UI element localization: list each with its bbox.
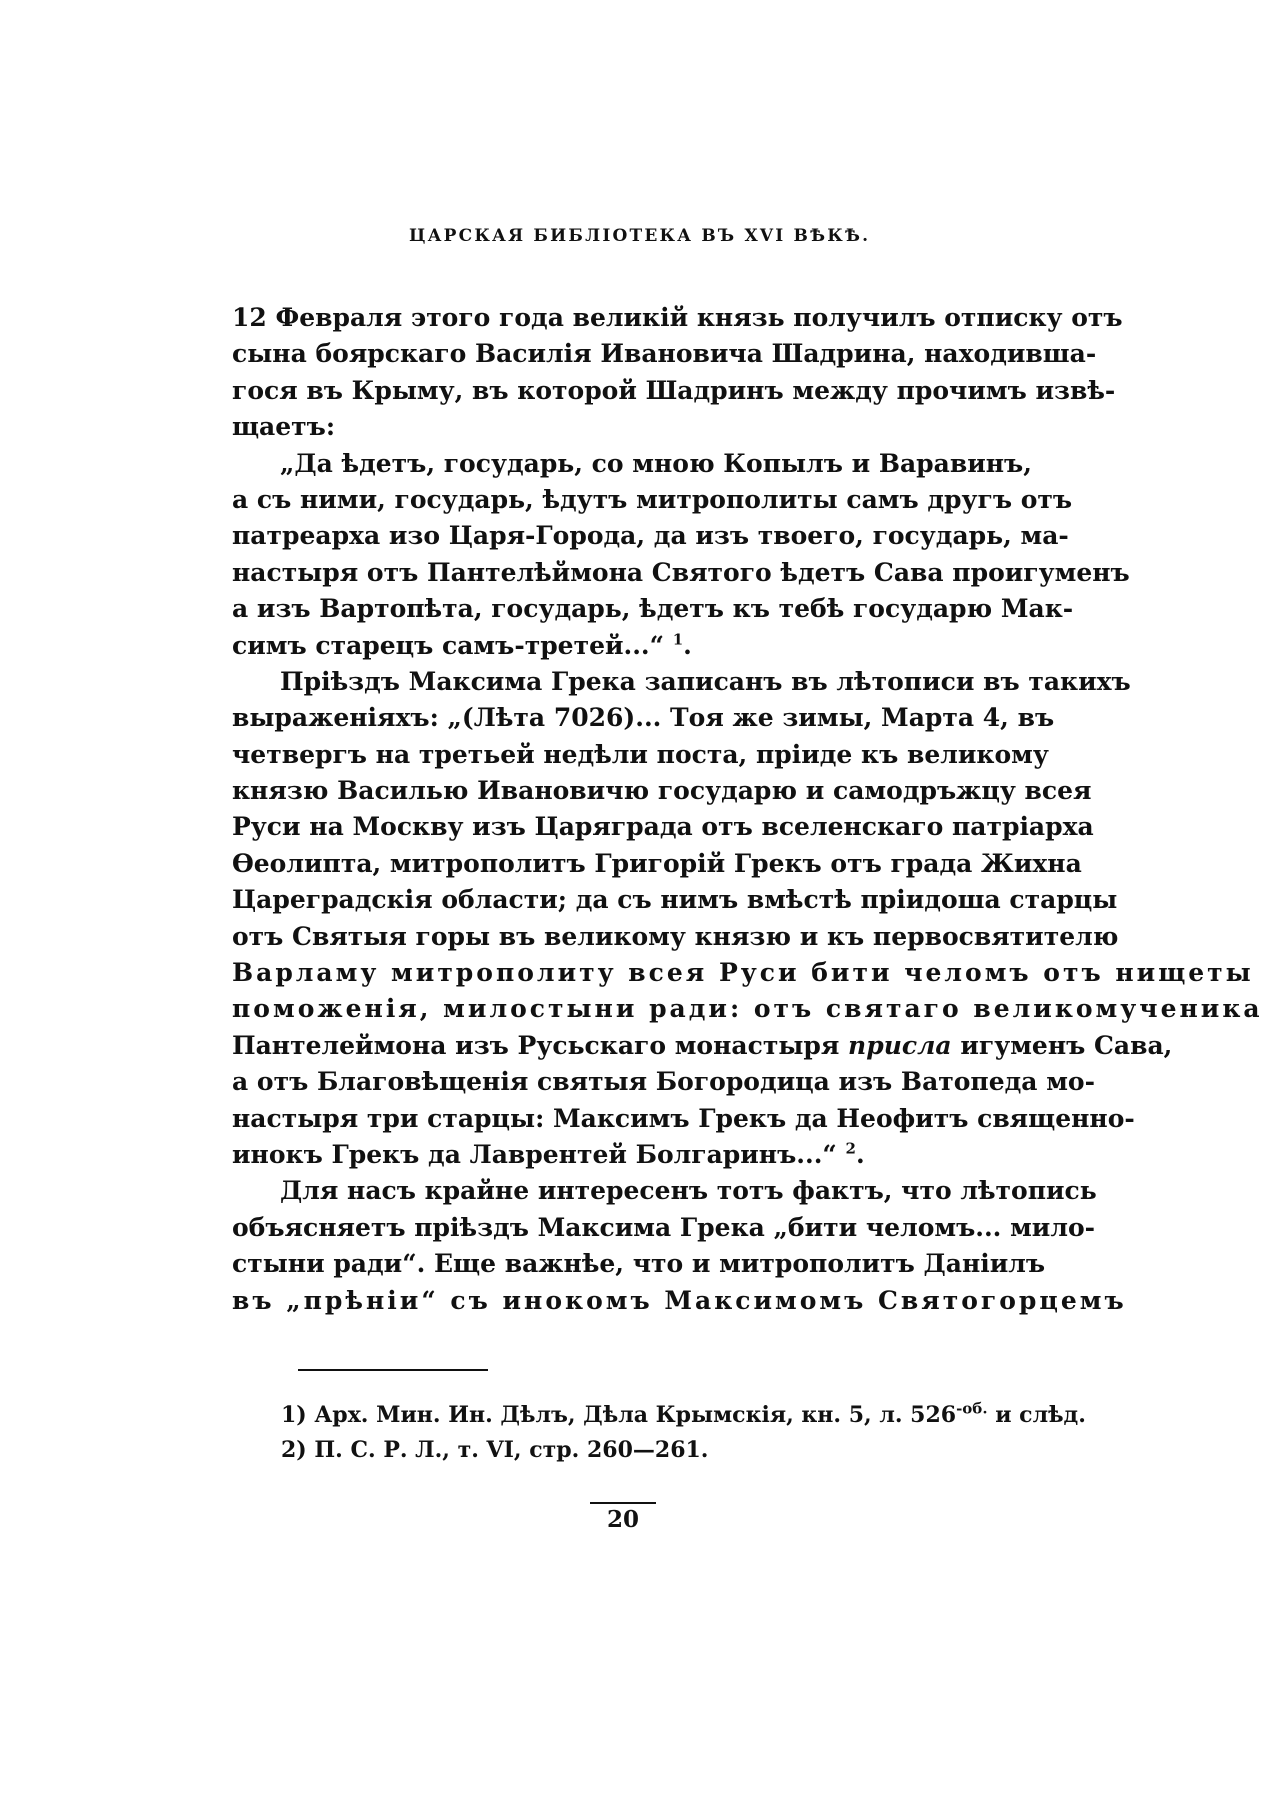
text-line: поможенія, милостыни ради: отъ святаго великомученика (232, 994, 1263, 1024)
text-line: симъ старецъ самъ-третей...“ $^1$. (232, 630, 692, 660)
text-segment: инокъ Грекъ да Лаврентей Болгаринъ...“ (232, 1139, 837, 1169)
text-line: патреарха изо Царя-Города, да изъ твоего, государь, ма- (232, 521, 1069, 551)
text-line: гося въ Крыму, въ которой Шадринъ между прочимъ извѣ- (232, 375, 1116, 405)
text-line: сына боярскаго Василія Ивановича Шадрина, находивша- (232, 339, 1097, 369)
text-line: выраженіяхъ: „(Лѣта 7026)... Тоя же зимы, Марта 4, въ (232, 703, 1055, 733)
text-line: щаетъ: (232, 412, 336, 442)
text-line: настыря отъ Пантелѣймона Святого ѣдетъ Сава проигуменъ (232, 557, 1130, 587)
text-line: Ѳеолипта, митрополитъ Григорій Грекъ отъ града Жихна (232, 848, 1082, 878)
footnote-marker: 1) (281, 1402, 307, 1428)
text-line: Для насъ крайне интересенъ тотъ фактъ, что лѣтопись (280, 1176, 1097, 1206)
text-line: Цареградскія области; да съ нимъ вмѣстѣ пріидоша старцы (232, 885, 1118, 915)
text-line: въ „прѣніи“ съ инокомъ Максимомъ Святогорцемъ (232, 1285, 1127, 1315)
page-number: 20 (590, 1502, 656, 1533)
running-header: ЦАРСКАЯ БИБЛІОТЕКА ВЪ XVI ВѢКѢ. (409, 226, 871, 246)
body-text (232, 300, 1263, 1319)
text-line: князю Василью Ивановичю государю и самодръжцу всея (232, 776, 1092, 806)
footnote-divider (298, 1369, 488, 1371)
italic-word: прислa (848, 1030, 952, 1060)
text-line: стыни ради“. Еще важнѣе, что и митрополитъ Даніилъ (232, 1249, 1046, 1279)
text-line: а съ ними, государь, ѣдутъ митрополиты самъ другъ отъ (232, 484, 1073, 514)
footnotes (281, 1398, 1086, 1468)
text-line: Варламу митрополиту всея Руси бити челомъ отъ нищеты (232, 958, 1254, 988)
footnote (281, 1398, 1086, 1433)
text-line: а отъ Благовѣщенія святыя Богородица изъ Ватопеда мо- (232, 1067, 1095, 1097)
footnote (281, 1433, 1041, 1468)
text-line: четвергъ на третьей недѣли поста, пріиде къ великому (232, 739, 1049, 769)
footnote-marker: 2) (281, 1437, 307, 1463)
text-line: объясняетъ пріѣздъ Максима Грека „бити челомъ... мило- (232, 1212, 1096, 1242)
text-line: Пріѣздъ Максима Грека записанъ въ лѣтописи въ такихъ (280, 666, 1131, 696)
footnote-text: Арх. Мин. Ин. Дѣлъ, Дѣла Крымскія, кн. 5, л. 526 (314, 1402, 957, 1428)
text-segment: симъ старецъ самъ-третей...“ (232, 630, 665, 660)
text-line: 12 Февраля этого года великій князь получилъ отписку отъ (232, 303, 1123, 332)
text-line: а изъ Вартопѣта, государь, ѣдетъ къ тебѣ государю Мак- (232, 594, 1074, 624)
text-line: отъ Святыя горы въ великому князю и къ первосвятителю (232, 921, 1119, 951)
text-line: „Да ѣдетъ, государь, со мною Копылъ и Варавинъ, (280, 448, 1032, 478)
text-line: инокъ Грекъ да Лаврентей Болгаринъ...“ $^2$. (232, 1139, 865, 1169)
footnote-tail: и слѣд. (987, 1402, 1086, 1428)
footnote-ref: 1 (672, 630, 684, 649)
text-segment: Пантелеймона изъ Русьскаго монастыря (232, 1030, 840, 1060)
text-line: настыря три старцы: Максимъ Грекъ да Неофитъ священно- (232, 1103, 1135, 1133)
footnote-ref: 2 (845, 1139, 856, 1158)
text-segment: игуменъ Сава, (960, 1030, 1173, 1060)
text-line: Руси на Москву изъ Царяграда отъ вселенскаго патріарха (232, 812, 1094, 842)
footnote-text: П. С. Р. Л., т. VI, стр. 260—261. (314, 1437, 709, 1463)
text-line (232, 1028, 1173, 1064)
footnote-superscript: -об. (956, 1399, 988, 1418)
